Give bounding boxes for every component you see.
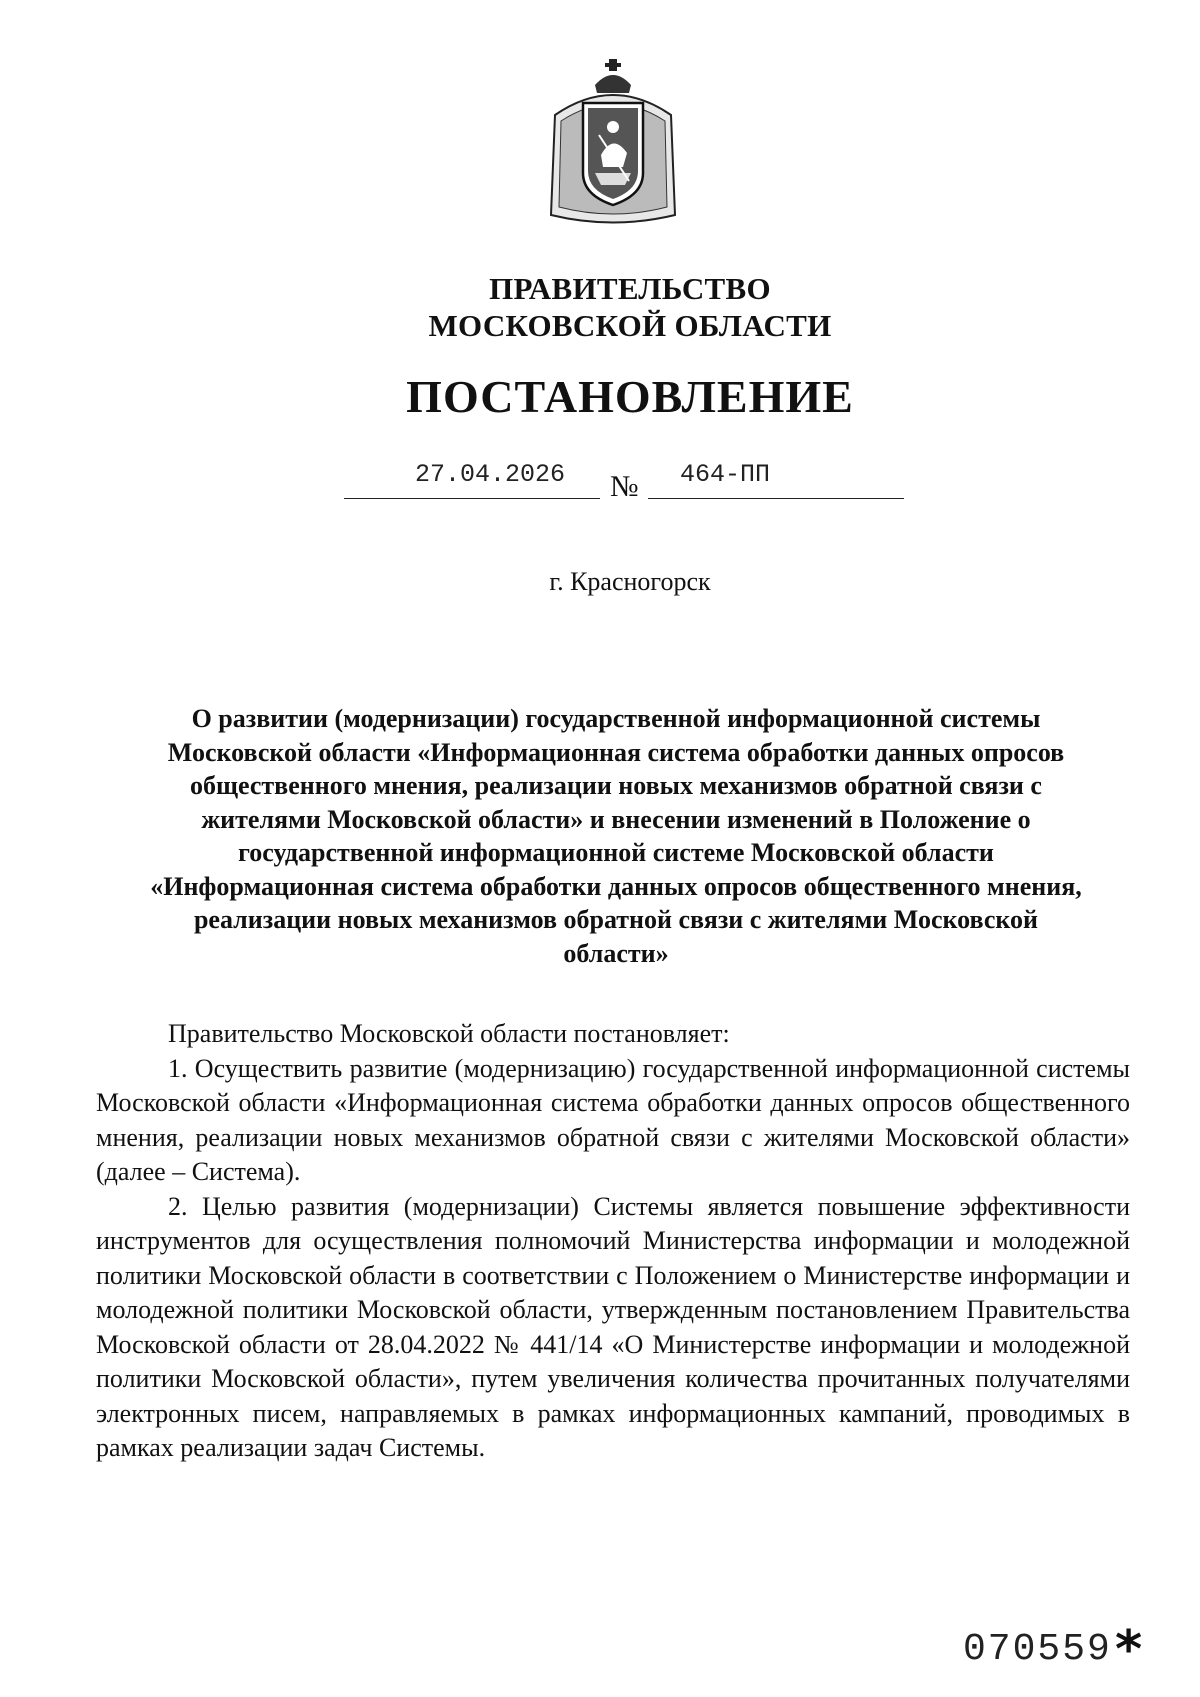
org-name-line2: МОСКОВСКОЙ ОБЛАСТИ — [428, 308, 832, 343]
registration-date: 27.04.2026 — [415, 460, 566, 489]
number-sign: № — [610, 470, 639, 503]
document-title — [96, 702, 1136, 970]
document-body — [96, 1017, 1130, 1466]
title-line: О развитии (модернизации) государственной информационной системы — [191, 704, 1041, 733]
document-type: ПОСТАНОВЛЕНИЕ — [406, 371, 854, 422]
number-underline — [648, 498, 904, 499]
serial-number: 070559 — [963, 1628, 1112, 1671]
title-line: общественного мнения, реализации новых механизмов обратной связи с — [190, 771, 1042, 800]
body-item-2: 2. Целью развития (модернизации) Системы является повышение эффективности инструментов для осуществления полномочий Министерства информации и молодежной политики Московской области в соответствии с Положением о Министерстве информации и молодежной политики Московской области, утвержденным постановлением Правительства Московской области от 28.04.2022 № 441/14 «О Министерстве информации и молодежной политики Московской области», путем увеличения количества прочитанных получателями электронных писем, направляемых в рамках информационных кампаний, проводимых в рамках реализации задач Системы. — [96, 1191, 1130, 1462]
asterisk-mark: * — [1115, 1620, 1143, 1680]
body-item-1: 1. Осуществить развитие (модернизацию) государственной информационной системы Московской области «Информационная система обработки данных опросов общественного мнения, реализации новых механизмов обратной связи с жителями Московской области» (далее – Система). — [96, 1053, 1130, 1186]
title-line: реализации новых механизмов обратной связи с жителями Московской — [193, 905, 1039, 934]
city-name: г. Красногорск — [549, 567, 711, 596]
date-underline — [344, 498, 600, 499]
title-line: государственной информационной системе Московской области — [238, 838, 994, 867]
body-intro: Правительство Московской области постановляет: — [168, 1019, 730, 1048]
registration-number: 464-ПП — [680, 460, 771, 489]
title-line: «Информационная система обработки данных опросов общественного мнения, — [150, 871, 1082, 901]
title-line: области» — [563, 938, 669, 968]
moscow-oblast-coat-of-arms-icon — [543, 55, 683, 230]
org-name-line1: ПРАВИТЕЛЬСТВО — [489, 271, 771, 306]
title-line: жителями Московской области» и внесении изменений в Положение о — [201, 804, 1031, 834]
title-line: Московской области «Информационная система обработки данных опросов — [167, 737, 1065, 767]
